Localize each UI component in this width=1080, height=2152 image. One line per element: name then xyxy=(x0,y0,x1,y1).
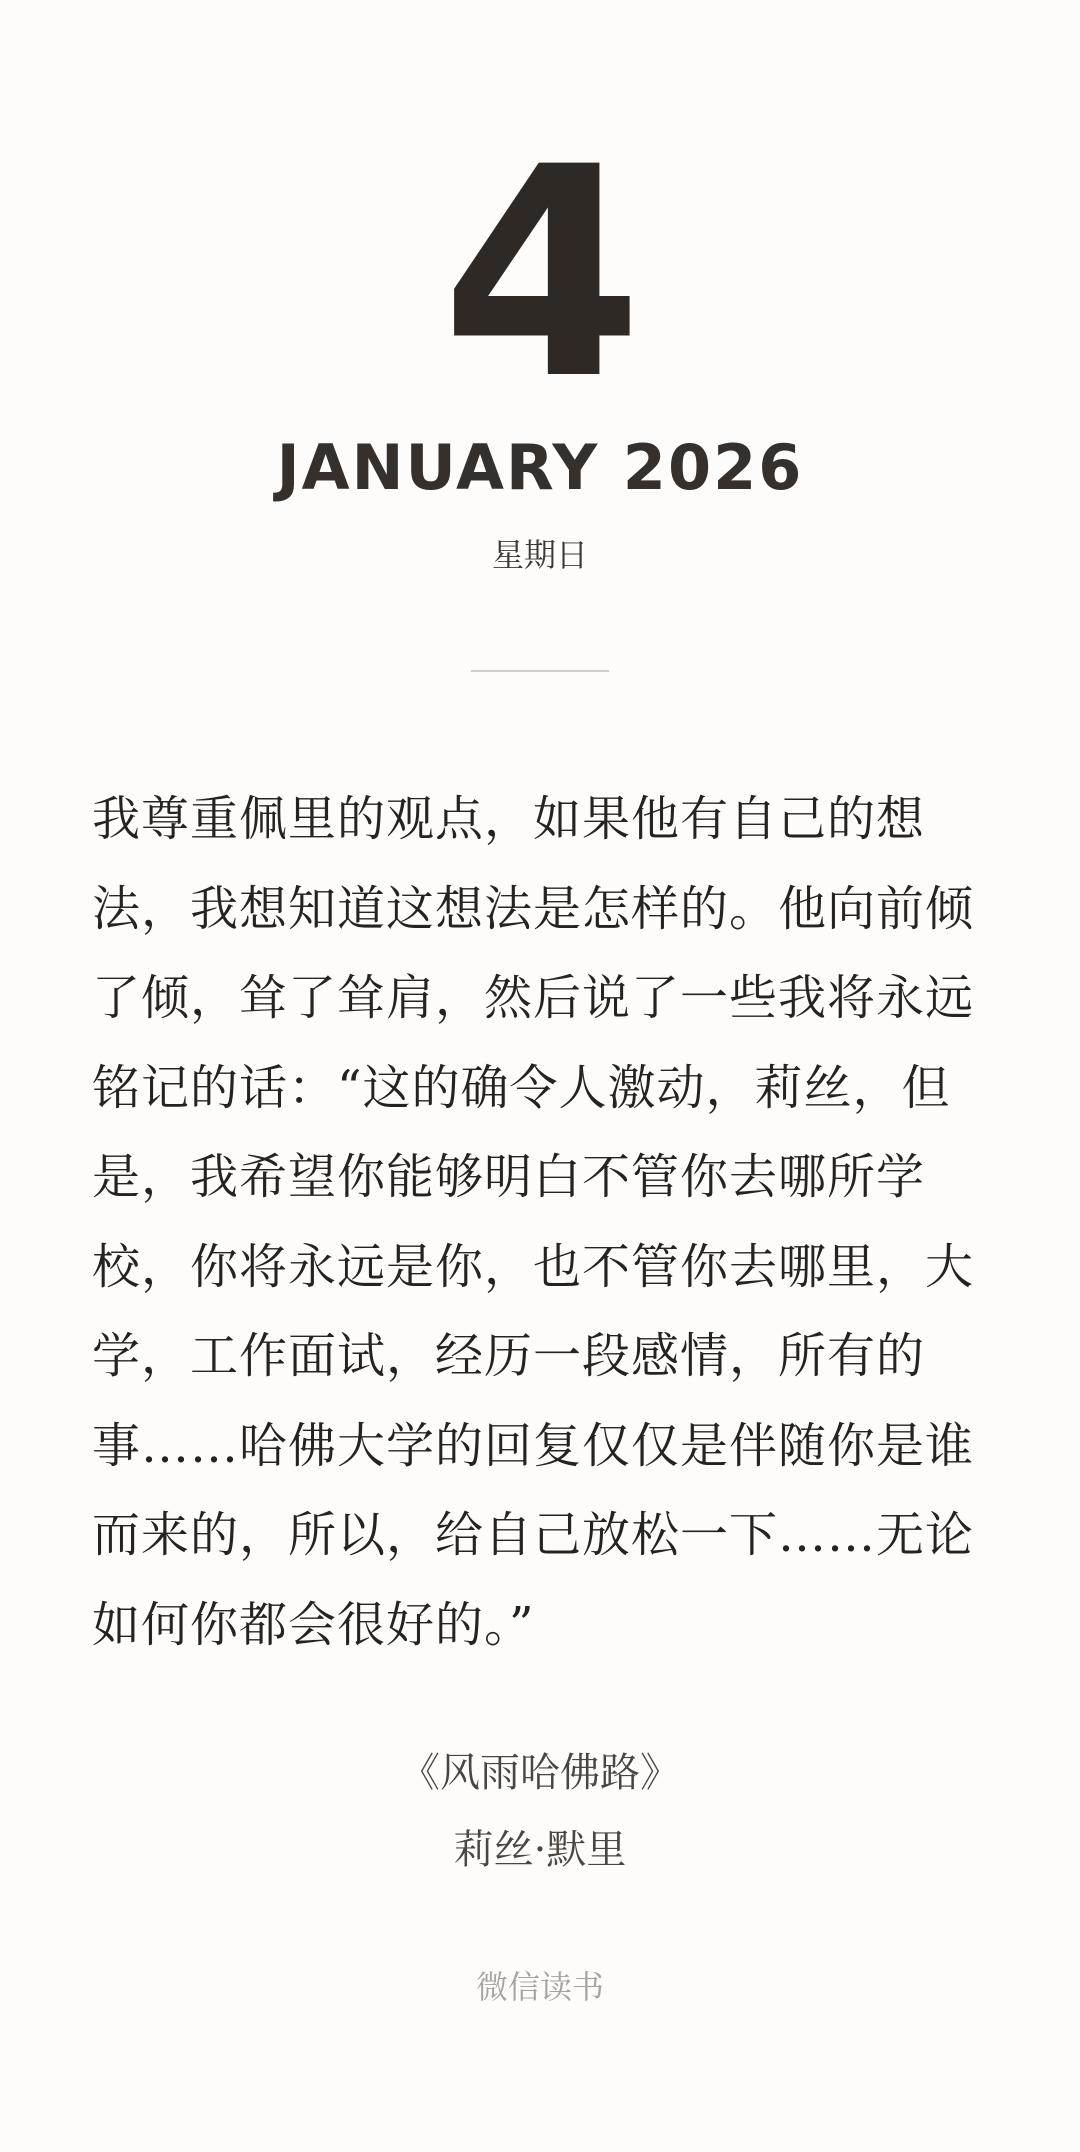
divider xyxy=(471,670,609,672)
book-title: 《风雨哈佛路》 xyxy=(400,1750,680,1796)
app-name: 微信读书 xyxy=(475,1968,604,2006)
weekday: 星期日 xyxy=(491,536,588,574)
author-name: 莉丝·默里 xyxy=(453,1827,627,1873)
quote-text: 我尊重佩里的观点，如果他有自己的想法，我想知道这想法是怎样的。他向前倾了倾，耸了耸肩，然后说了一些我将永远铭记的话：“这的确令人激动，莉丝，但是，我希望你能够明白不管你去哪所学校，你将永远是你，也不管你去哪里，大学，工作面试，经历一段感情，所有的事……哈佛大学的回复仅仅是伴随你是谁而来的，所以，给自己放松一下……无论如何你都会很好的。” xyxy=(92,791,975,1653)
month-year: JANUARY 2026 xyxy=(276,431,804,504)
day-number: 4 xyxy=(441,106,639,443)
